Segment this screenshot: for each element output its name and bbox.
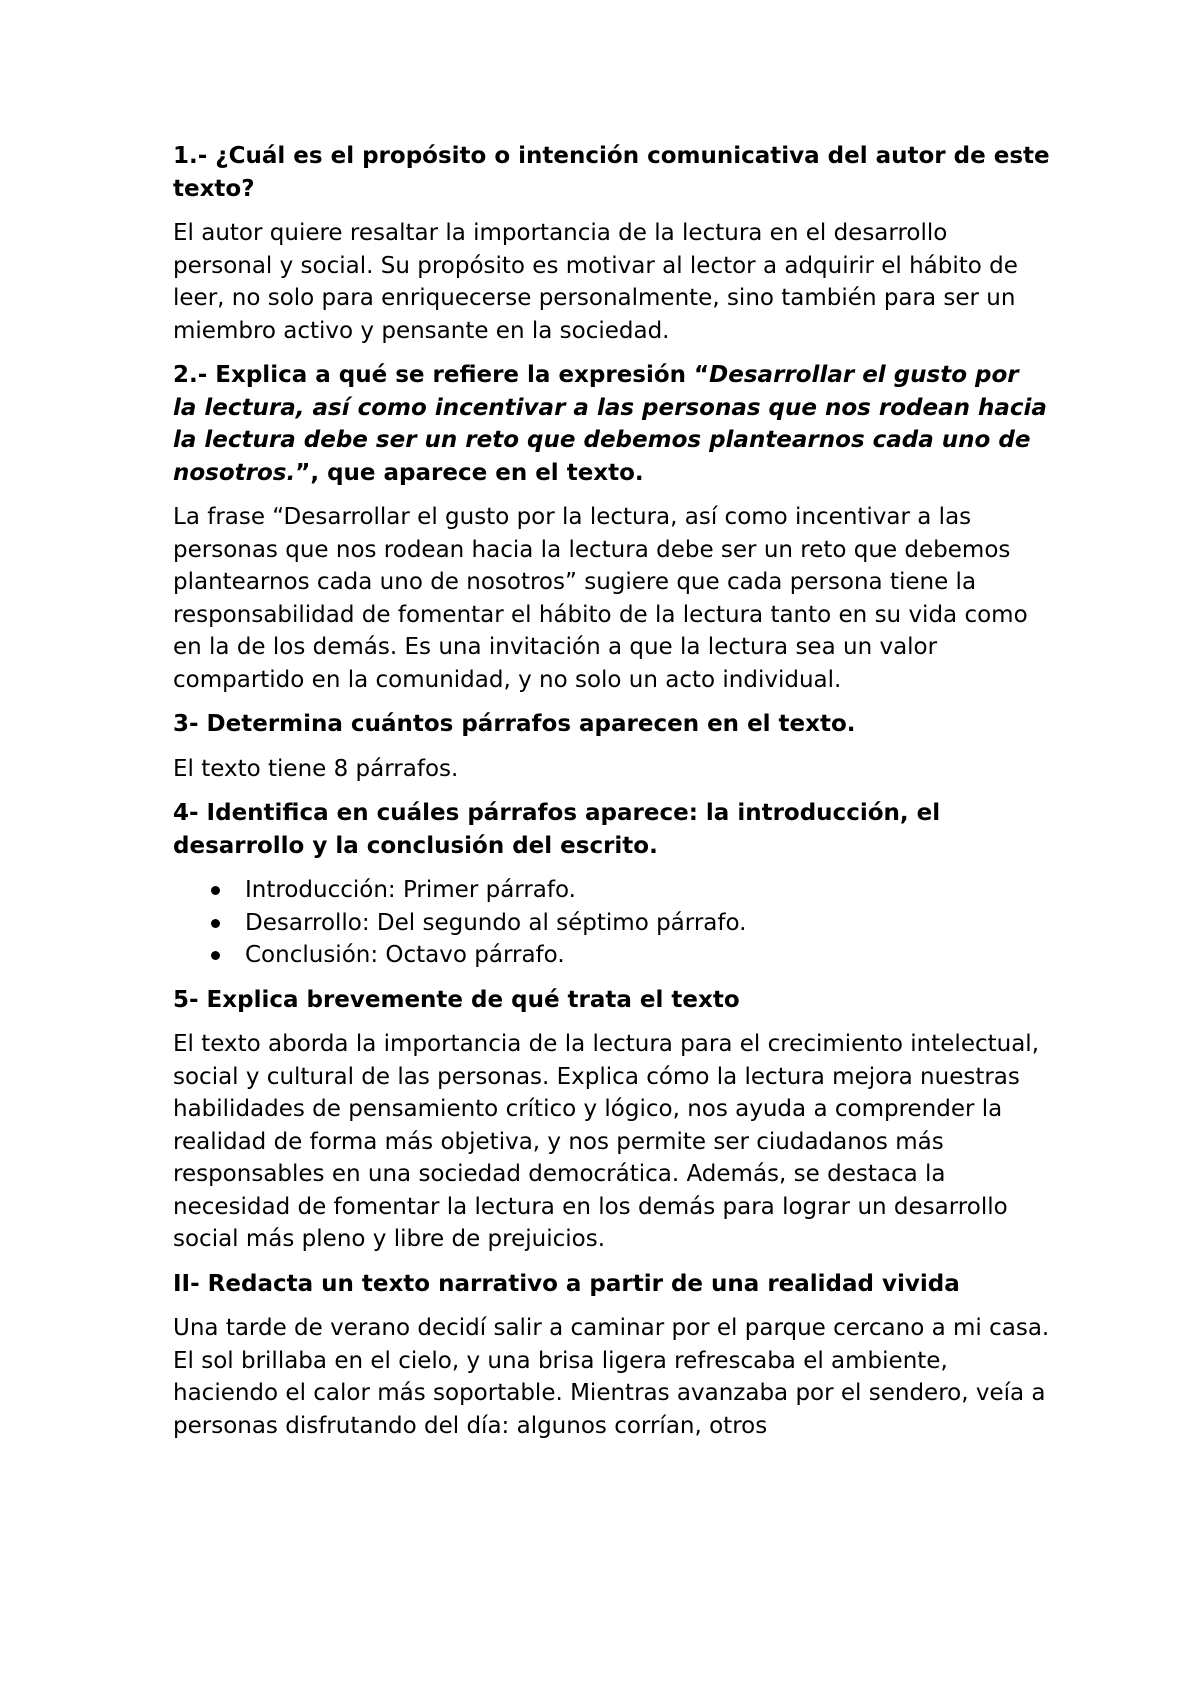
bullet-icon: [211, 886, 220, 895]
question-2: [173, 359, 1050, 489]
question-2-quote: Desarrollar el gusto por la lectura, así como incentivar a las personas que nos rodean hacia la lectura debe ser un reto que debemos plantearnos cada uno de nosotros.: [173, 362, 1047, 486]
list-item-text: Conclusión: Octavo párrafo.: [245, 942, 565, 968]
answer-2: La frase “Desarrollar el gusto por la lectura, así como incentivar a las personas que nos rodean hacia la lectura debe ser un reto que debemos plantearnos cada uno de nosotros” sugiere que cada persona tiene la responsabilidad de fomentar el hábito de la lectura tanto en su vida como en la de los demás. Es una invitación a que la lectura sea un valor compartido en la comunidad, y no solo un acto individual.: [173, 504, 1028, 693]
answer-5: El texto aborda la importancia de la lectura para el crecimiento intelectual, social y cultural de las personas. Explica cómo la lectura mejora nuestras habilidades de pensamiento crítico y lógico, nos ayuda a comprender la realidad de forma más objetiva, y nos permite ser ciudadanos más responsables en una sociedad democrática. Además, se destaca la necesidad de fomentar la lectura en los demás para lograr un desarrollo social más pleno y libre de prejuicios.: [173, 1031, 1040, 1252]
list-item: [173, 939, 1050, 972]
answer-3: El texto tiene 8 párrafos.: [173, 755, 459, 782]
question-2-suffix: ”, que aparece en el texto.: [295, 459, 644, 486]
list-item: [173, 874, 1050, 907]
list-item: [173, 907, 1050, 940]
question-1: 1.- ¿Cuál es el propósito o intención comunicativa del autor de este texto?: [173, 143, 1050, 202]
question-2-prefix: 2.- Explica a qué se refiere la expresión “: [173, 362, 710, 388]
bullet-icon: [211, 919, 220, 928]
question-3: 3- Determina cuántos párrafos aparecen en el texto.: [173, 711, 856, 737]
narrative-text: Una tarde de verano decidí salir a caminar por el parque cercano a mi casa. El sol brillaba en el cielo, y una brisa ligera refrescaba el ambiente, haciendo el calor más soportable. Mientras avanzaba por el sendero, veía a personas disfrutando del día: algunos corrían, otros: [173, 1315, 1050, 1439]
answer-4-list: [173, 874, 1050, 972]
list-item-text: Introducción: Primer párrafo.: [245, 877, 576, 903]
list-item-text: Desarrollo: Del segundo al séptimo párrafo.: [245, 909, 747, 936]
bullet-icon: [211, 951, 220, 960]
section-ii-heading: II- Redacta un texto narrativo a partir de una realidad vivida: [173, 1270, 960, 1297]
question-4: 4- Identifica en cuáles párrafos aparece: la introducción, el desarrollo y la conclusión del escrito.: [173, 800, 941, 859]
answer-1: El autor quiere resaltar la importancia de la lectura en el desarrollo personal y social. Su propósito es motivar al lector a adquirir el hábito de leer, no solo para enriquecerse personalmente, sino también para ser un miembro activo y pensante en la sociedad.: [173, 220, 1018, 344]
question-5: 5- Explica brevemente de qué trata el texto: [173, 986, 740, 1013]
